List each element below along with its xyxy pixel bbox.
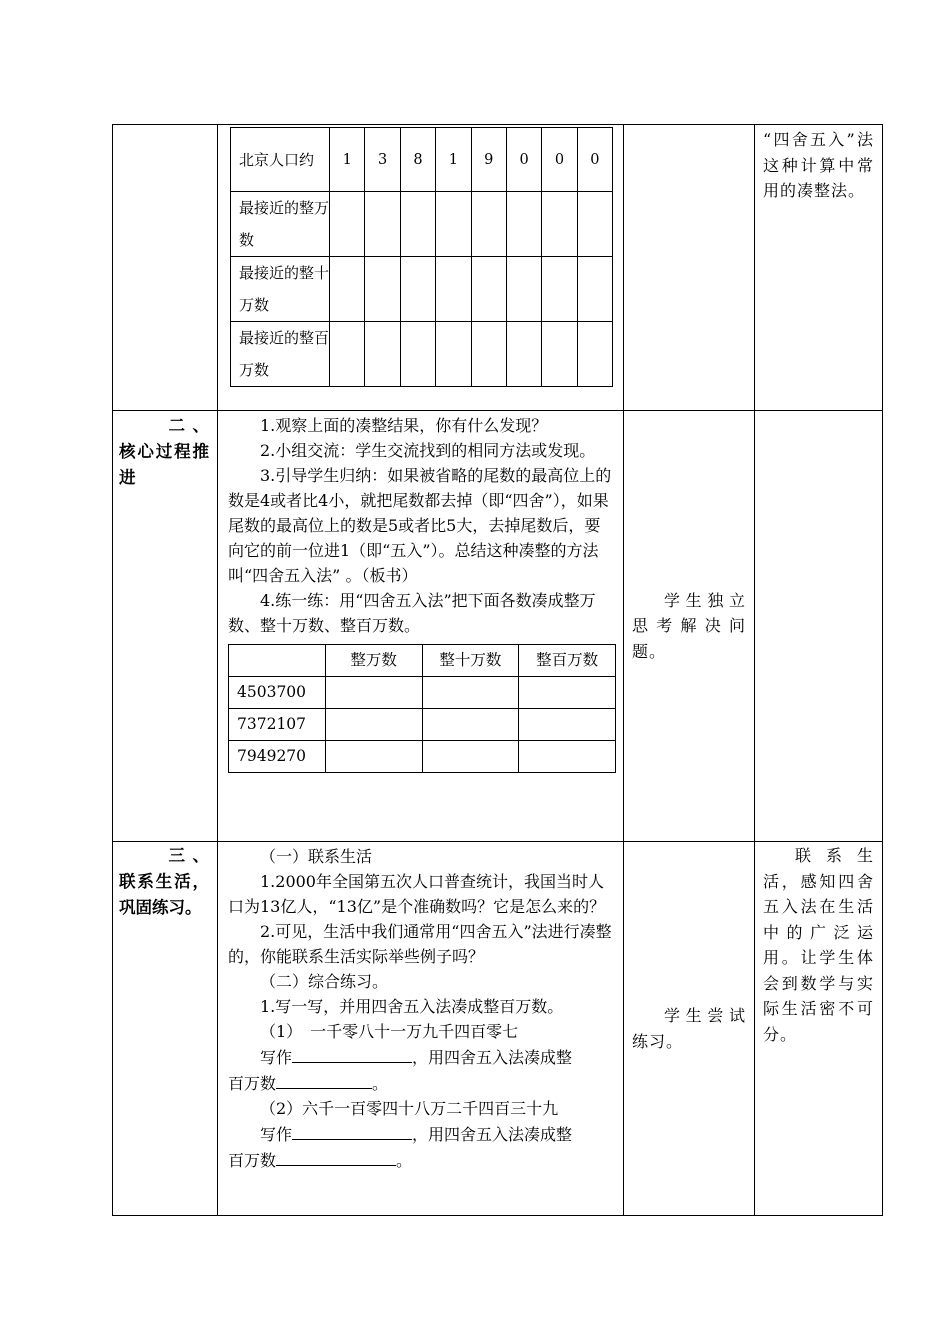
digit-cell: 8: [400, 128, 435, 192]
digit-cell[interactable]: [365, 322, 400, 387]
answer-cell[interactable]: [422, 741, 519, 773]
rounding-table: [230, 127, 613, 387]
row-label: 最接近的整百万数: [231, 322, 330, 387]
row-label: 北京人口约: [231, 128, 330, 192]
answer-cell[interactable]: [519, 677, 616, 709]
row-label: 最接近的整十万数: [231, 257, 330, 322]
design-note-cell: [755, 842, 883, 1216]
student-activity-cell: [624, 842, 755, 1216]
student-activity-cell: [624, 411, 755, 842]
digit-cell[interactable]: [577, 192, 612, 257]
table-row: [231, 257, 613, 322]
digit-cell[interactable]: [577, 322, 612, 387]
practice-table: [228, 644, 616, 773]
digit-cell[interactable]: [506, 192, 541, 257]
digit-cell: 1: [330, 128, 365, 192]
subheading: （二）综合练习。: [260, 972, 389, 991]
paragraph: 3.引导学生归纳：如果被省略的尾数的最高位上的数是4或者比4小，就把尾数都去掉（即“四舍”），如果尾数的最高位上的数是5或者比5大，去掉尾数后，要向它的前一位进1（即“五入”）。总结这种凑整的方法叫“四舍五入法” 。（板书）: [228, 466, 612, 585]
student-activity: 学生尝试练习。: [632, 1006, 746, 1051]
column-header: [229, 645, 326, 677]
paragraph: 1.写一写，并用四舍五入法凑成整百万数。: [260, 997, 564, 1016]
column-header: 整十万数: [422, 645, 519, 677]
row-label: 最接近的整万数: [231, 192, 330, 257]
answer-cell[interactable]: [519, 741, 616, 773]
digit-cell[interactable]: [471, 322, 506, 387]
digit-cell: 3: [365, 128, 400, 192]
digit-cell[interactable]: [542, 192, 577, 257]
content-cell: [218, 842, 624, 1216]
answer-cell[interactable]: [325, 709, 422, 741]
answer-blank[interactable]: [276, 1147, 396, 1166]
design-note-cell: [755, 125, 883, 411]
digit-cell: 9: [471, 128, 506, 192]
table-row: [229, 677, 616, 709]
student-activity: 学生独立思考解决问题。: [632, 590, 746, 661]
digit-cell[interactable]: [436, 257, 471, 322]
column-header: 整万数: [325, 645, 422, 677]
answer-cell[interactable]: [325, 677, 422, 709]
digit-cell[interactable]: [400, 192, 435, 257]
number-cell: 4503700: [229, 677, 326, 709]
digit-cell[interactable]: [330, 257, 365, 322]
exercise-item: （2）六千一百零四十八万二千四百三十九: [260, 1099, 559, 1118]
table-row: [229, 741, 616, 773]
write-line: 百万数 。: [228, 1147, 615, 1173]
student-activity-cell: [624, 125, 755, 411]
digit-cell[interactable]: [471, 192, 506, 257]
paragraphs: [228, 413, 615, 638]
digit-cell[interactable]: [506, 257, 541, 322]
column-header: 整百万数: [519, 645, 616, 677]
stage-cell: [113, 842, 218, 1216]
digit-cell[interactable]: [365, 257, 400, 322]
stage-title: 二、核心过程推进: [119, 416, 209, 487]
stage-cell: [113, 125, 218, 411]
number-cell: 7372107: [229, 709, 326, 741]
digit-cell: 0: [577, 128, 612, 192]
design-note: “四舍五入”法这种计算中常用的凑整法。: [763, 130, 874, 200]
answer-cell[interactable]: [422, 709, 519, 741]
stage-title: 三、联系生活，巩固练习。: [119, 846, 209, 917]
table-row: [229, 709, 616, 741]
digit-cell[interactable]: [330, 192, 365, 257]
exercise-item: （1） 一千零八十一万九千四百零七: [260, 1022, 519, 1041]
digit-cell[interactable]: [330, 322, 365, 387]
paragraph: 1.观察上面的凑整结果，你有什么发现？: [260, 416, 548, 435]
design-note-cell: [755, 411, 883, 842]
answer-blank[interactable]: [276, 1070, 372, 1089]
digit-cell[interactable]: [365, 192, 400, 257]
number-cell: 7949270: [229, 741, 326, 773]
table-row: [231, 322, 613, 387]
design-note: 联系生活，感知四舍五入法在生活中的广泛运用。让学生体会到数学与实际生活密不可分。: [763, 846, 874, 1044]
write-line: 百万数 。: [228, 1070, 615, 1096]
paragraph: 2.小组交流：学生交流找到的相同方法或发现。: [260, 441, 596, 460]
table-row: [113, 842, 883, 1216]
digit-cell[interactable]: [436, 192, 471, 257]
stage-cell: [113, 411, 218, 842]
paragraph: 2.可见，生活中我们通常用“四舍五入”法进行凑整的，你能联系生活实际举些例子吗？: [228, 922, 612, 966]
answer-cell[interactable]: [422, 677, 519, 709]
answer-blank[interactable]: [292, 1121, 412, 1140]
lesson-plan-table: [112, 124, 883, 1216]
table-row: [231, 128, 613, 192]
write-line: 写作 ，用四舍五入法凑成整: [228, 1044, 615, 1070]
digit-cell: 0: [542, 128, 577, 192]
content-cell: [218, 125, 624, 411]
digit-cell[interactable]: [577, 257, 612, 322]
digit-cell[interactable]: [542, 257, 577, 322]
paragraph: 1.2000年全国第五次人口普查统计，我国当时人口为13亿人，“13亿”是个准确数吗？它是怎么来的？: [228, 872, 606, 916]
header-row: [229, 645, 616, 677]
digit-cell[interactable]: [400, 257, 435, 322]
subheading: （一）联系生活: [260, 847, 373, 866]
answer-cell[interactable]: [325, 741, 422, 773]
write-line: 写作 ，用四舍五入法凑成整: [228, 1121, 615, 1147]
content-cell: [218, 411, 624, 842]
digit-cell: 0: [506, 128, 541, 192]
digit-cell[interactable]: [436, 322, 471, 387]
table-row: [231, 192, 613, 257]
digit-cell: 1: [436, 128, 471, 192]
digit-cell[interactable]: [400, 322, 435, 387]
answer-blank[interactable]: [292, 1044, 412, 1063]
table-row: [113, 125, 883, 411]
table-row: [113, 411, 883, 842]
digit-cell[interactable]: [542, 322, 577, 387]
answer-cell[interactable]: [519, 709, 616, 741]
digit-cell[interactable]: [471, 257, 506, 322]
digit-cell[interactable]: [506, 322, 541, 387]
paragraph: 4.练一练：用“四舍五入法”把下面各数凑成整万数、整十万数、整百万数。: [228, 591, 596, 635]
